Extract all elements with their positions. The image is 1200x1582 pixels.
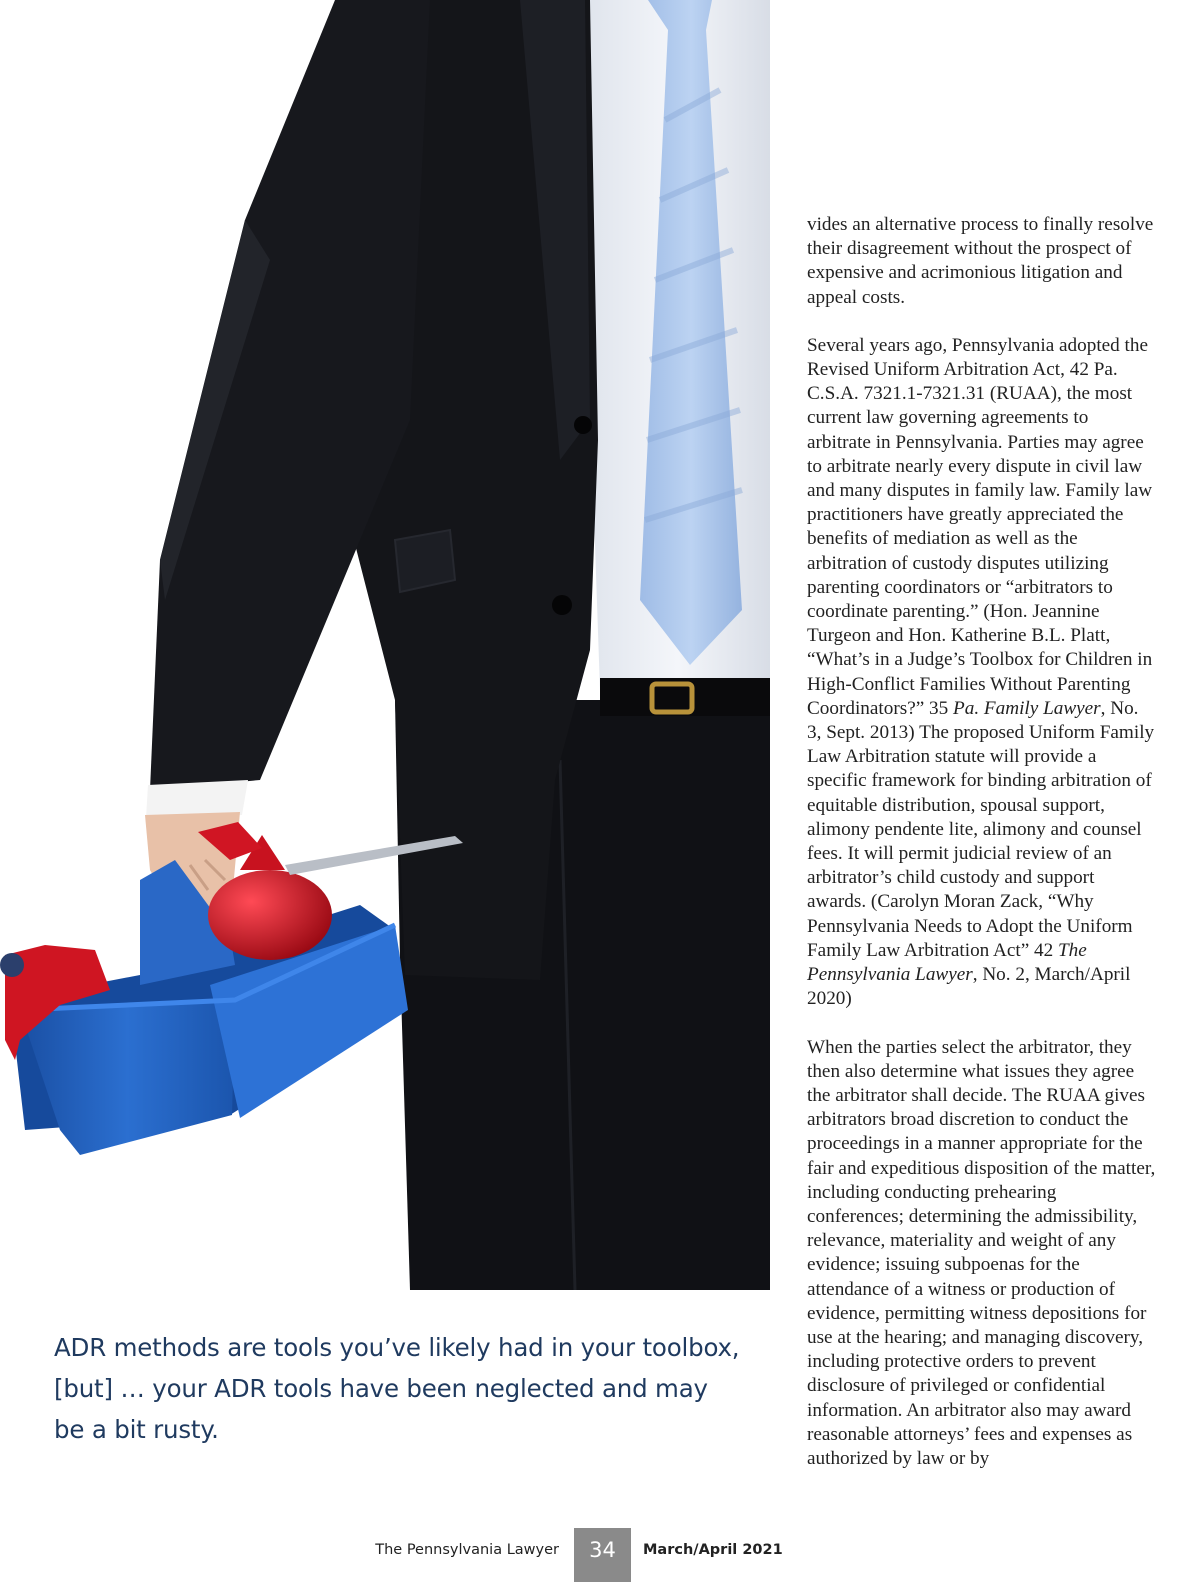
issue-date: March/April 2021 <box>643 1542 783 1558</box>
page-number: 34 <box>574 1528 631 1582</box>
oil-can <box>208 870 332 960</box>
citation-title: The Pennsylvania Lawyer <box>807 939 1087 986</box>
publication-name: The Pennsylvania Lawyer <box>375 1542 559 1558</box>
paragraph: Several years ago, Pennsylvania adopted the Revised Uniform Arbitration Act, 42 Pa. C.S.A. 7321.1-7321.31 (RUAA), the most current law governing agreements to arbitrate in Pennsylvania. Parties may agree to arbitrate nearly every dispute in civil law and many disputes in family law. Family law practitioners have greatly appreciated the benefits of mediation as well as the arbitration of custody disputes utilizing parenting coordinators or “arbitrators to coordinate parenting.” (Hon. Jeannine Turgeon and Hon. Katherine B.L. Platt, “What’s in a Judge’s Toolbox for Children in High-Conflict Families Without Parenting Coordinators?” 35 Pa. Family Lawyer, No. 3, Sept. 2013) The proposed Uniform Family Law Arbitration statute will provide a specific framework for binding arbitration of equitable distribution, spousal support, alimony pendente lite, alimony and counsel fees. It will permit judicial review of an arbitrator’s child custody and support awards. (Carolyn Moran Zack, “Why Pennsylvania Needs to Adopt the Uniform Family Law Arbitration Act” 42 The Pennsylvania Lawyer, No. 2, March/April 2020) <box>807 334 1155 1010</box>
jacket-button <box>552 595 572 615</box>
jacket-button <box>574 416 592 434</box>
article-body <box>807 213 1157 1471</box>
citation-title: Pa. Family Lawyer <box>953 697 1101 719</box>
paragraph: vides an alternative process to finally resolve their disagreement without the prospect of expensive and acrimonious litigation and appeal costs. <box>807 214 1154 308</box>
paragraph: When the parties select the arbitrator, they then also determine what issues they agree the arbitrator shall decide. The RUAA gives arbitrators broad discretion to conduct the proceedings in a manner appropriate for the fair and expeditious disposition of the matter, including conducting prehearing conferences; determining the admissibility, relevance, materiality and weight of any evidence; issuing subpoenas for the attendance of a witness or production of evidence, permitting witness depositions for use at the hearing; and managing discovery, including protective orders to prevent disclosure of privileged or confidential information. An arbitrator also may award reasonable attorneys’ fees and expenses as authorized by law or by <box>807 1036 1156 1469</box>
page-footer <box>0 1528 1200 1582</box>
pull-quote: ADR methods are tools you’ve likely had in your toolbox, [but] … your ADR tools have been neglected and may be a bit rusty. <box>54 1333 740 1444</box>
